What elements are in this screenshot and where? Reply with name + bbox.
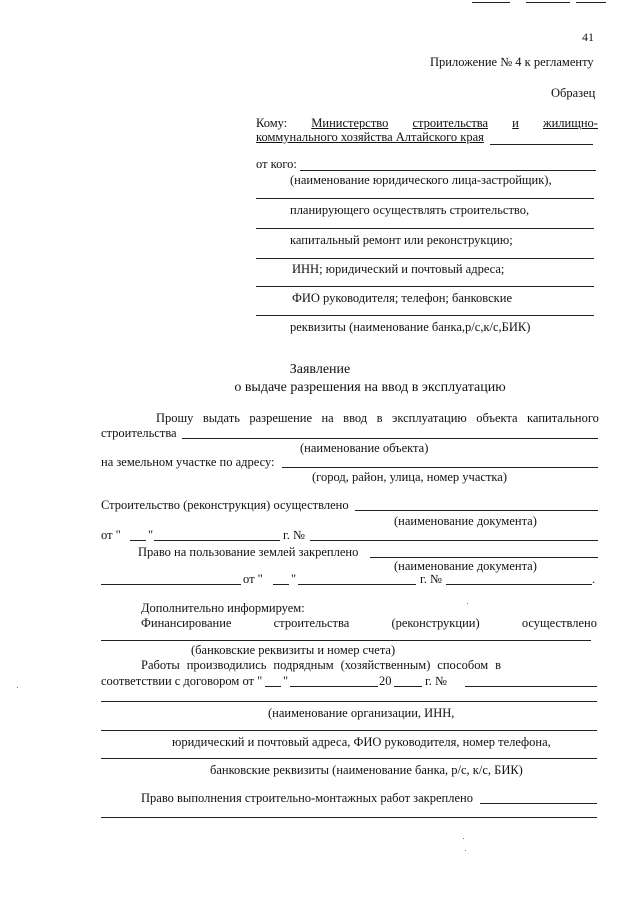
from-line[interactable] [256, 286, 594, 287]
to-word: жилищно- [542, 116, 598, 130]
finance-word: Финансирование [141, 616, 232, 630]
org-hint-2: юридический и почтовый адреса, ФИО руководителя, номер телефона, [172, 735, 551, 749]
scan-edge-line [526, 2, 570, 3]
finance-word: строительства [273, 616, 350, 630]
scan-edge-line [576, 2, 606, 3]
doc-hint-2: (наименование документа) [394, 559, 537, 573]
document-title: Заявление [289, 362, 351, 377]
date-from [101, 528, 121, 543]
finance-line [141, 616, 597, 631]
year-line[interactable] [394, 686, 422, 687]
number-line-2[interactable] [446, 584, 592, 585]
works-word: способом [437, 658, 489, 672]
document-subtitle: о выдаче разрешения на ввод в эксплуатацию [234, 380, 506, 395]
from-line[interactable] [256, 258, 594, 259]
finance-word: осуществлено [521, 616, 597, 630]
number-line[interactable] [310, 540, 598, 541]
contract-g-no: г. № [425, 674, 447, 688]
doc-hint: (наименование документа) [394, 514, 537, 528]
hint-repair: капитальный ремонт или реконструкцию; [290, 233, 513, 247]
month-line[interactable] [154, 540, 280, 541]
object-line[interactable] [182, 438, 598, 439]
from-line[interactable] [300, 170, 596, 171]
bank-hint: (банковские реквизиты и номер счета) [191, 643, 396, 657]
object-hint: (наименование объекта) [300, 441, 429, 455]
request-word: Прошу [156, 411, 194, 425]
hint-bank: реквизиты (наименование банка,р/с,к/с,БИК) [290, 320, 531, 334]
quote-close: " [148, 528, 154, 542]
right-label: Право выполнения строительно-монтажных работ закреплено [141, 791, 473, 805]
org-line[interactable] [101, 758, 597, 759]
request-word: ввод [343, 411, 368, 425]
address-label: на земельном участке по адресу: [101, 455, 275, 469]
finance-line-blank[interactable] [101, 640, 591, 641]
scan-edge-line [472, 2, 510, 3]
works-line [141, 658, 501, 673]
request-line [156, 411, 599, 426]
org-line[interactable] [101, 730, 597, 731]
from-line[interactable] [256, 228, 594, 229]
to-word: Министерство [311, 116, 389, 130]
to-line [256, 116, 598, 131]
period: . [592, 572, 596, 586]
from-line[interactable] [256, 315, 594, 316]
g-no-2: г. № [420, 572, 442, 586]
day-line[interactable] [130, 540, 146, 541]
date-from-2: от " [243, 572, 263, 586]
hint-planning: планирующего осуществлять строительство, [290, 203, 530, 217]
to-word: и [512, 116, 519, 130]
land-doc-line[interactable] [101, 584, 241, 585]
contract-quote-close: " [283, 674, 289, 688]
land-label: Право на пользование землей закреплено [138, 545, 359, 559]
from-label: от кого: [256, 157, 297, 171]
org-line[interactable] [101, 701, 597, 702]
construction-line[interactable] [355, 510, 598, 511]
object-label: строительства [101, 426, 177, 440]
hint-director: ФИО руководителя; телефон; банковские [292, 291, 512, 305]
from-line[interactable] [256, 198, 594, 199]
contract-number-line[interactable] [465, 686, 597, 687]
to-underline [490, 144, 593, 145]
from-quote: от " [101, 528, 121, 542]
contract-day-line[interactable] [265, 686, 281, 687]
construction-label: Строительство (реконструкция) осуществлено [101, 498, 349, 512]
works-word: в [495, 658, 501, 672]
sample-label: Образец [551, 86, 596, 100]
to-word: строительства [412, 116, 489, 130]
scan-speck [465, 850, 466, 851]
request-word: разрешение [249, 411, 313, 425]
scan-speck [17, 687, 18, 688]
quote-close-2: " [291, 572, 297, 586]
org-hint: (наименование организации, ИНН, [268, 706, 455, 720]
right-line-2[interactable] [101, 817, 597, 818]
to-line-2: коммунального хозяйства Алтайского края [256, 130, 484, 144]
contract-month-line[interactable] [290, 686, 378, 687]
request-word: объекта [476, 411, 518, 425]
day-line-2[interactable] [273, 584, 289, 585]
works-word: подрядным [273, 658, 334, 672]
request-word: эксплуатацию [391, 411, 467, 425]
request-word: капитального [527, 411, 599, 425]
address-line[interactable] [282, 467, 598, 468]
hint-inn: ИНН; юридический и почтовый адреса; [292, 262, 505, 276]
right-line[interactable] [480, 803, 597, 804]
scan-speck [463, 838, 464, 839]
request-word: на [321, 411, 334, 425]
request-word: выдать [202, 411, 240, 425]
request-word: в [376, 411, 383, 425]
additional-label: Дополнительно информируем: [141, 601, 305, 615]
land-line[interactable] [370, 557, 598, 558]
org-hint-3: банковские реквизиты (наименование банка, р/с, к/с, БИК) [210, 763, 523, 777]
scan-speck [467, 603, 468, 604]
works-word: производились [186, 658, 267, 672]
month-line-2[interactable] [298, 584, 416, 585]
address-hint: (город, район, улица, номер участка) [312, 470, 507, 484]
works-word: Работы [141, 658, 180, 672]
hint-legal-name: (наименование юридического лица-застройщик), [290, 173, 552, 187]
appendix-note: Приложение № 4 к регламенту [430, 55, 594, 69]
g-no: г. № [283, 528, 305, 542]
works-word: (хозяйственным) [340, 658, 431, 672]
contract-label: соответствии с договором от " [101, 674, 263, 688]
year-20: 20 [379, 674, 392, 688]
page-number: 41 [582, 30, 594, 44]
to-label: Кому: [256, 116, 288, 130]
finance-word: (реконструкции) [391, 616, 480, 630]
